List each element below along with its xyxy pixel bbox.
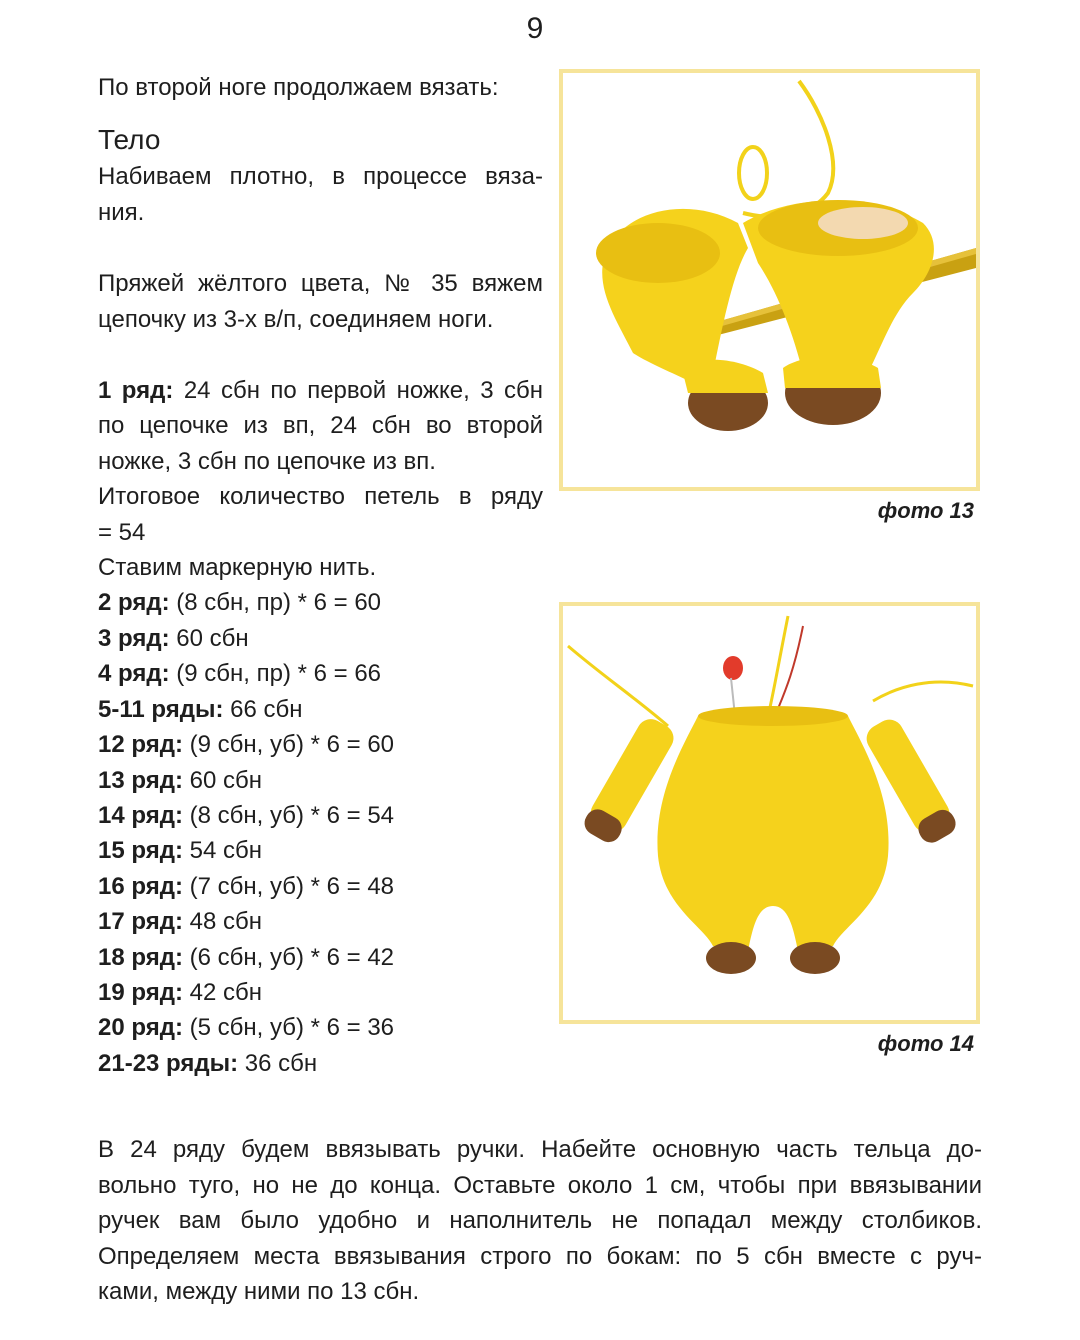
yarn-line-2: цепочку из 3-х в/п, соединяем ноги. — [98, 305, 494, 333]
list-item — [98, 763, 543, 798]
rows-list — [98, 585, 543, 1081]
row1-line-2: по цепочке из вп, 24 сбн во второй — [98, 412, 543, 440]
bottom-line-5: ками, между ними по 13 сбн. — [98, 1278, 420, 1306]
row1-line-1 — [98, 373, 543, 408]
row-text: 66 сбн — [223, 695, 303, 723]
total-line-2: = 54 — [98, 518, 146, 546]
row-text: 54 сбн — [182, 837, 262, 865]
row-label: 1 ряд: — [98, 377, 174, 405]
row-text: 36 сбн — [238, 1049, 318, 1077]
row-label: 13 ряд: — [98, 766, 183, 794]
instructions-column — [98, 70, 543, 1081]
list-item — [98, 798, 543, 833]
bottom-line-2: вольно туго, но не до конца. Оставьте около 1 см, чтобы при ввязывании — [98, 1171, 982, 1199]
row-label: 18 ряд: — [98, 943, 183, 971]
total-line-1: Итоговое количество петель в ряду — [98, 483, 543, 511]
row-text: (5 сбн, уб) * 6 = 36 — [182, 1014, 395, 1042]
stuffing-line-2: ния. — [98, 198, 145, 226]
intro-text: По второй ноге продолжаем вязать: — [98, 74, 499, 101]
list-item — [98, 585, 543, 620]
yarn-line-1: Пряжей жёлтого цвета, № 35 вяжем — [98, 270, 543, 298]
list-item — [98, 727, 543, 762]
row-text: 42 сбн — [182, 978, 262, 1006]
row-text: (7 сбн, уб) * 6 = 48 — [182, 872, 395, 900]
row-text: 60 сбн — [182, 766, 262, 794]
row-label: 4 ряд: — [98, 660, 170, 688]
row-label: 5-11 ряды: — [98, 695, 224, 723]
stuffing-line-1: Набиваем плотно, в процессе вяза- — [98, 163, 543, 191]
list-item — [98, 833, 543, 868]
row1-line-3: ножке, 3 сбн по цепочке из вп. — [98, 447, 436, 475]
row-text: (6 сбн, уб) * 6 = 42 — [182, 943, 395, 971]
row-label: 12 ряд: — [98, 731, 183, 759]
list-item — [98, 1046, 543, 1081]
row-text: (8 сбн, пр) * 6 = 60 — [169, 589, 382, 617]
photo-14 — [559, 602, 980, 1024]
photo-13-caption: фото 13 — [877, 498, 974, 523]
row-text: 24 сбн по первой ножке, 3 сбн — [173, 377, 543, 405]
crochet-legs-photo-icon — [563, 73, 976, 487]
list-item — [98, 621, 543, 656]
list-item — [98, 869, 543, 904]
row-text: 48 сбн — [182, 908, 262, 936]
row-label: 17 ряд: — [98, 908, 183, 936]
row-label: 2 ряд: — [98, 589, 170, 617]
row-label: 14 ряд: — [98, 801, 183, 829]
bottom-line-3: ручек вам было удобно и наполнитель не попадал между столбиков. — [98, 1207, 982, 1235]
bottom-line-4: Определяем места ввязывания строго по бокам: по 5 сбн вместе с руч- — [98, 1242, 982, 1270]
row-label: 3 ряд: — [98, 624, 170, 652]
marker-text: Ставим маркерную нить. — [98, 554, 377, 582]
list-item — [98, 940, 543, 975]
list-item — [98, 1010, 543, 1045]
row-label: 20 ряд: — [98, 1014, 183, 1042]
row-text: (9 сбн, пр) * 6 = 66 — [169, 660, 382, 688]
crochet-body-photo-icon — [563, 606, 976, 1020]
list-item — [98, 975, 543, 1010]
bottom-line-1: В 24 ряду будем ввязывать ручки. Набейте основную часть тельца до- — [98, 1136, 982, 1163]
row-label: 21-23 ряды: — [98, 1049, 239, 1077]
row-label: 15 ряд: — [98, 837, 183, 865]
row-text: 60 сбн — [169, 624, 249, 652]
row-text: (9 сбн, уб) * 6 = 60 — [182, 731, 395, 759]
page-number: 9 — [526, 12, 544, 45]
section-heading: Тело — [98, 124, 161, 156]
list-item — [98, 656, 543, 691]
list-item — [98, 692, 543, 727]
row-label: 19 ряд: — [98, 978, 183, 1006]
photo-13 — [559, 69, 980, 491]
bottom-paragraph — [98, 1132, 982, 1310]
photo-14-caption: фото 14 — [877, 1031, 974, 1056]
row-label: 16 ряд: — [98, 872, 183, 900]
list-item — [98, 904, 543, 939]
row-text: (8 сбн, уб) * 6 = 54 — [182, 801, 395, 829]
